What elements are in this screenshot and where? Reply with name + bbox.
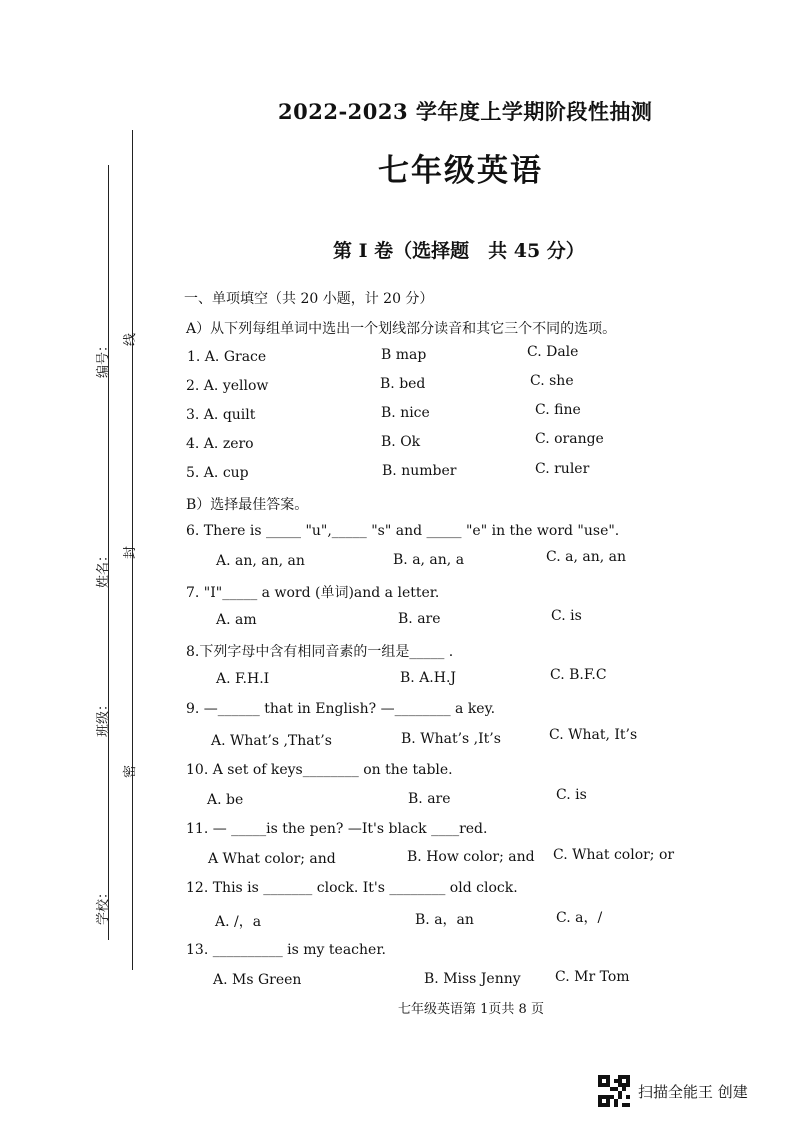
question-2-option-c: C. she [530, 373, 574, 389]
question-7-option-a: A. am [216, 612, 257, 628]
question-2-option-b: B. bed [380, 376, 426, 392]
question-11-option-a: A What color; and [208, 851, 336, 867]
question-10-option-a: A. be [207, 792, 244, 808]
question-9-stem: 9. —______ that in English? —________ a key. [186, 701, 496, 717]
question-13-stem: 13. __________ is my teacher. [186, 942, 386, 958]
label-number: 编号： [96, 338, 111, 378]
question-10-option-b: B. are [408, 791, 451, 807]
label-school: 学校： [96, 885, 111, 925]
part1-heading: 一、单项填空（共 20 小题，计 20 分） [184, 291, 434, 307]
question-13-option-a: A. Ms Green [213, 972, 302, 988]
question-11-option-b: B. How color; and [407, 849, 535, 865]
question-9-option-c: C. What, It’s [549, 727, 638, 743]
section-title: 第 I 卷（选择题 共 45 分） [333, 240, 585, 262]
scanner-watermark [598, 1075, 748, 1107]
seal-seal-char: 封 [123, 545, 139, 560]
question-6-option-c: C. a, an, an [546, 549, 626, 565]
question-8-option-c: C. B.F.C [550, 667, 607, 683]
question-1-stem: 1. A. Grace [187, 349, 267, 365]
subject-title: 七年级英语 [378, 153, 543, 189]
exam-title: 2022-2023 学年度上学期阶段性抽测 [278, 99, 653, 124]
question-8-stem: 8.下列字母中含有相同音素的一组是_____ . [186, 644, 454, 660]
question-4-stem: 4. A. zero [186, 436, 254, 452]
question-6-option-b: B. a, an, a [393, 552, 465, 568]
seal-line-char: 线 [123, 332, 139, 347]
question-11-option-c: C. What color; or [553, 847, 675, 863]
question-8-option-b: B. A.H.J [400, 670, 457, 686]
question-10-option-c: C. is [556, 787, 587, 803]
question-3-option-b: B. nice [381, 405, 430, 421]
question-3-stem: 3. A. quilt [186, 407, 256, 423]
label-name: 姓名： [96, 548, 111, 588]
question-12-stem: 12. This is _______ clock. It's ________ old clock. [186, 880, 518, 896]
question-12-option-c: C. a，/ [556, 910, 603, 926]
part1-sub-b: B）选择最佳答案。 [186, 497, 309, 513]
question-8-option-a: A. F.H.I [216, 671, 270, 687]
question-5-stem: 5. A. cup [186, 465, 249, 481]
question-4-option-b: B. Ok [381, 434, 421, 450]
question-11-stem: 11. — _____is the pen? —It's black ____red. [186, 821, 488, 837]
qr-code-icon [598, 1075, 630, 1107]
question-12-option-b: B. a，an [415, 912, 474, 928]
question-12-option-a: A. /，a [215, 914, 262, 930]
question-9-option-a: A. What’s ,That’s [211, 733, 332, 749]
question-7-option-b: B. are [398, 611, 441, 627]
question-13-option-b: B. Miss Jenny [424, 971, 521, 987]
question-3-option-c: C. fine [535, 402, 581, 418]
question-6-stem: 6. There is _____ "u",_____ "s" and _____ "e" in the word "use". [186, 523, 620, 539]
question-7-option-c: C. is [551, 608, 582, 624]
question-13-option-c: C. Mr Tom [555, 969, 630, 985]
question-4-option-c: C. orange [535, 431, 604, 447]
question-9-option-b: B. What’s ,It’s [401, 731, 501, 747]
question-1-option-b: B map [381, 347, 427, 363]
question-10-stem: 10. A set of keys________ on the table. [186, 762, 453, 778]
question-2-stem: 2. A. yellow [186, 378, 269, 394]
question-6-option-a: A. an, an, an [216, 553, 305, 569]
seal-secret-char: 密 [123, 764, 139, 779]
question-7-stem: 7. "I"_____ a word (单词)and a letter. [186, 585, 440, 601]
watermark-text: 扫描全能王 创建 [638, 1082, 748, 1101]
question-5-option-c: C. ruler [535, 461, 590, 477]
question-1-option-c: C. Dale [527, 344, 579, 360]
question-5-option-b: B. number [382, 463, 457, 479]
page-footer: 七年级英语第 1页共 8 页 [398, 1002, 544, 1017]
part1-sub-a: A）从下列每组单词中选出一个划线部分读音和其它三个不同的选项。 [186, 321, 617, 337]
label-class: 班级： [96, 697, 111, 737]
